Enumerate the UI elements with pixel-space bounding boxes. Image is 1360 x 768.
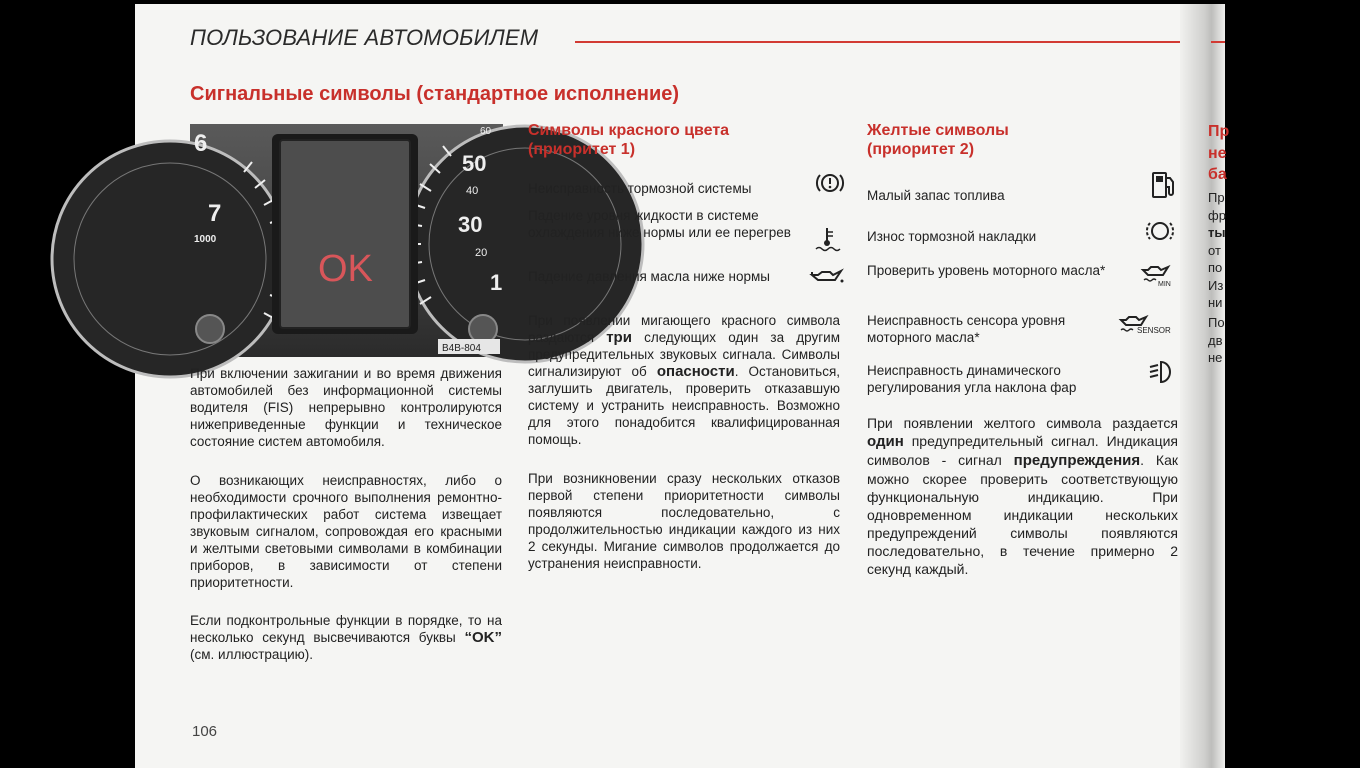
yellow-symbols-heading: Желтые символы (приоритет 2) <box>867 122 1009 158</box>
instrument-cluster-figure <box>190 124 503 357</box>
speed-label-40: 40 <box>466 185 479 197</box>
speed-label-30: 30 <box>458 212 483 237</box>
next-heading-line-2: не <box>1208 145 1227 162</box>
yellow-item-brake-pad: Износ тормозной накладки <box>867 229 1037 244</box>
intro-paragraph: При включении зажигании и во время движения автомобилей без информационной системы водителя (FIS) непрерывно контролируются нижеприведенные функции и техническое состояние систем автомобиля. <box>190 366 502 449</box>
section-title: Сигнальные символы (стандартное исполнение) <box>190 83 680 105</box>
red-blinking-paragraph: При появлении мигающего красного символа раздаются три следующих один за другим предупредительных звуковых сигнала. Символы сигнализируют об опасности. Остановиться, заглушить двигатель, проверить отказавшую систему и устранить неисправность. Возможно для этого понадобится квалифицированная помощь. <box>528 313 841 447</box>
oil-min-label: MIN <box>1158 281 1171 288</box>
oil-sensor-label: SENSOR <box>1137 326 1171 335</box>
yellow-item-oil-sensor: Неисправность сенсора уровня моторного масла* <box>867 313 1066 345</box>
next-heading-line-3: ба <box>1208 166 1227 183</box>
manual-page <box>135 4 1230 768</box>
coolant-temperature-icon <box>813 226 841 252</box>
next-text-line: Пр <box>1208 190 1225 205</box>
headlight-range-icon <box>1147 359 1175 385</box>
next-text-line: ты <box>1208 225 1226 240</box>
tach-label-7: 7 <box>208 200 222 227</box>
oil-sensor-icon <box>1118 312 1176 338</box>
brake-warning-icon <box>815 171 845 195</box>
brake-pad-wear-icon <box>1145 219 1175 243</box>
next-text-line: дв <box>1208 333 1223 348</box>
next-text-line: не <box>1208 350 1223 365</box>
instrument-cluster-drawing <box>190 124 503 357</box>
red-multiple-paragraph: При возникновении сразу нескольких отказов первой степени приоритетности символы появляются последовательно, с продолжительностью индикации каждого из них 2 секунды. Мигание символов продолжается до устранения неисправности. <box>528 471 840 571</box>
faults-paragraph: О возникающих неисправностях, либо о необходимости срочного выполнения ремонтно-профилактических работ система извещает звуковым сигналом, сопровождая его красными и желтыми световыми символами в комбинации приборов, в зависимости от степени приоритетности. <box>190 473 502 590</box>
next-text-line: по <box>1208 260 1223 275</box>
speed-label-20: 20 <box>475 247 488 259</box>
next-text-line: фр <box>1208 208 1226 223</box>
next-text-line: ни <box>1208 295 1223 310</box>
speed-label-50: 50 <box>462 151 487 176</box>
figure-code: B4B-804 <box>442 343 481 354</box>
next-text-line: Из <box>1208 278 1224 293</box>
tach-label-6: 6 <box>194 130 208 157</box>
running-header: ПОЛЬЗОВАНИЕ АВТОМОБИЛЕМ <box>190 25 539 50</box>
ok-paragraph: Если подконтрольные функции в порядке, то на несколько секунд высвечиваются буквы “OK” (см. иллюстрацию). <box>190 613 502 662</box>
yellow-paragraph: При появлении желтого символа раздается один предупредительный сигнал. Индикация символов - сигнал предупреждения. Как можно скорее проверить соответствующую функциональную индикацию. При одновременном индикации нескольких предупреждений символы появляются последовательно, в течение примерно 2 секунд каждый. <box>867 415 1178 577</box>
red-item-brake: Неисправность тормозной системы <box>528 181 752 196</box>
speed-label-60: 60 <box>480 126 492 137</box>
tach-unit-label: 1000 <box>194 234 217 245</box>
yellow-item-headlight: Неисправность динамического регулирования угла наклона фар <box>867 363 1077 395</box>
oil-level-icon <box>1140 262 1178 288</box>
next-header-rule <box>1211 41 1225 43</box>
oil-pressure-icon <box>809 266 843 286</box>
red-item-oil-pressure: Падение давления масла ниже нормы <box>528 269 770 284</box>
red-symbols-heading: Символы красного цвета (приоритет 1) <box>528 122 730 158</box>
speed-label-10: 1 <box>490 270 503 295</box>
next-page-edge <box>1203 4 1230 768</box>
red-item-coolant: Падение уровня жидкости в системе охлаждения ниже нормы или ее перегрев <box>528 208 791 240</box>
next-text-line: от <box>1208 243 1221 258</box>
page-number: 106 <box>192 723 218 740</box>
ok-display: OK <box>318 248 373 290</box>
fuel-pump-icon <box>1149 170 1177 200</box>
header-rule <box>575 41 1180 43</box>
yellow-item-oil-level: Проверить уровень моторного масла* <box>867 263 1106 278</box>
next-text-line: По <box>1208 315 1225 330</box>
next-heading-line-1: Пр <box>1208 123 1230 140</box>
yellow-item-fuel: Малый запас топлива <box>867 188 1005 203</box>
